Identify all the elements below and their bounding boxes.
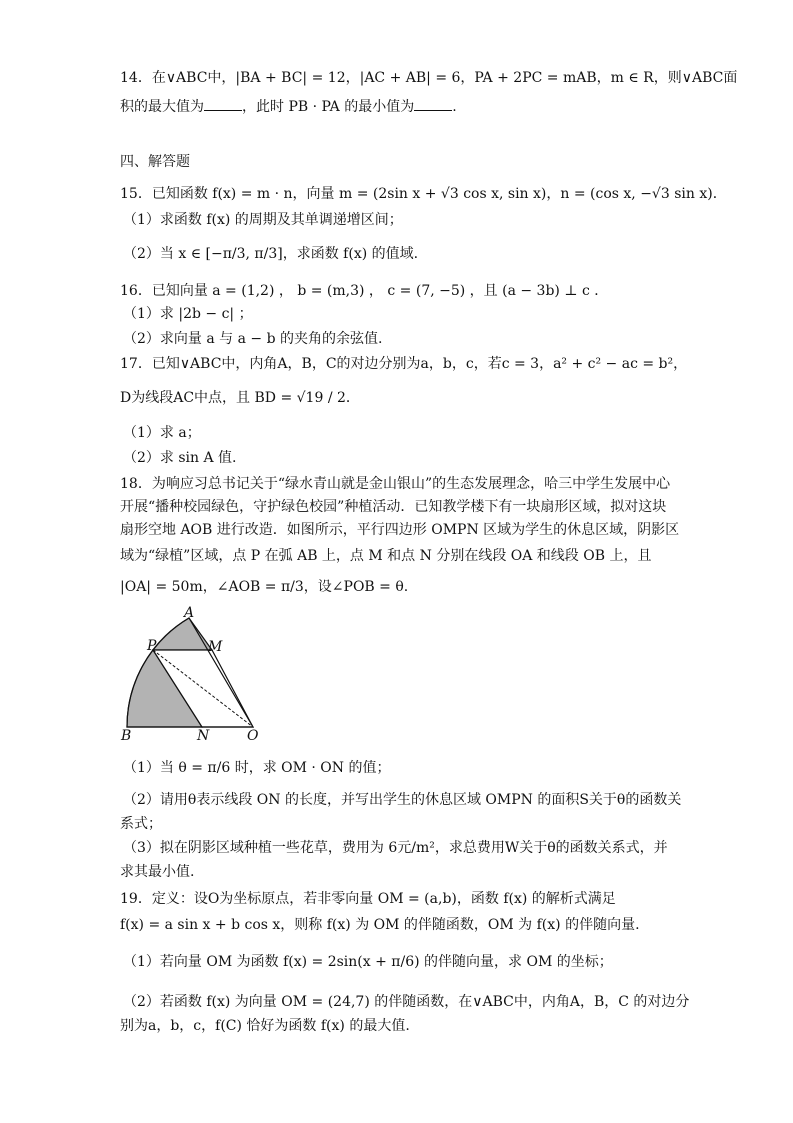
label-b: B <box>121 728 132 742</box>
q16-stem: 16．已知向量 a = (1,2) ， b = (m,3) ， c = (7, −5) ，且 (a − 3b) ⊥ c ． <box>120 283 609 299</box>
q15-part2: （2）当 x ∈ [−π/3, π/3]，求函数 f(x) 的值域. <box>123 246 419 262</box>
q14-line2-b: ，此时 PB · PA 的最小值为 <box>242 99 415 115</box>
q17-part1: （1）求 a； <box>123 425 201 441</box>
q14-line2-c: . <box>452 99 457 115</box>
label-o: O <box>247 728 259 742</box>
q18-part2-a: （2）请用θ表示线段 ON 的长度，并写出学生的休息区域 OMPN 的面积S关于θ的函数关 <box>123 792 682 808</box>
q18-part1: （1）当 θ = π/6 时，求 OM · ON 的值； <box>123 760 391 776</box>
q14-answer-blank-1[interactable] <box>204 96 242 111</box>
sector-figure <box>118 606 268 742</box>
label-a: A <box>184 606 195 621</box>
q18-line2: 开展“播种校园绿色，守护绿色校园”种植活动．已知教学楼下有一块扇形区域，拟对这块 <box>120 499 667 515</box>
q14-answer-blank-2[interactable] <box>414 96 452 111</box>
label-m: M <box>208 639 223 655</box>
q19-line1: 19．定义：设O为坐标原点，若非零向量 OM = (a,b)，函数 f(x) 的解析式满足 <box>120 891 616 907</box>
q18-line1: 18．为响应习总书记关于“绿水青山就是金山银山”的生态发展理念，哈三中学生发展中心 <box>120 476 671 492</box>
q18-line5: |OA| = 50m，∠AOB = π/3，设∠POB = θ. <box>120 579 409 595</box>
q18-part3-a: （3）拟在阴影区域种植一些花草，费用为 6元/m²，求总费用W关于θ的函数关系式，并 <box>123 840 668 856</box>
q19-part2-a: （2）若函数 f(x) 为向量 OM = (24,7) 的伴随函数，在∨ABC中，内角A，B，C 的对边分 <box>123 994 690 1010</box>
q14-line2 <box>120 96 457 117</box>
section-title: 四、解答题 <box>120 154 190 170</box>
q18-line3: 扇形空地 AOB 进行改造．如图所示，平行四边形 OMPN 区域为学生的休息区域，阴影区 <box>120 522 680 538</box>
q17-stem2: D为线段AC中点，且 BD = √19 / 2． <box>120 390 360 406</box>
label-n: N <box>197 728 210 742</box>
q19-line2: f(x) = a sin x + b cos x，则称 f(x) 为 OM 的伴随函数，OM 为 f(x) 的伴随向量. <box>120 917 640 933</box>
q14-line2-a: 积的最大值为 <box>120 99 204 115</box>
q19-part2-b: 别为a，b，c，f(C) 恰好为函数 f(x) 的最大值. <box>120 1018 410 1034</box>
q18-line4: 域为“绿植”区域，点 P 在弧 AB 上，点 M 和点 N 分别在线段 OA 和线段 OB 上，且 <box>120 548 652 564</box>
label-p: P <box>147 638 157 654</box>
q19-part1: （1）若向量 OM 为函数 f(x) = 2sin(x + π/6) 的伴随向量，求 OM 的坐标； <box>123 954 613 970</box>
q15-stem: 15．已知函数 f(x) = m · n，向量 m = (2sin x + √3 cos x, sin x)，n = (cos x, −√3 sin x)． <box>120 186 727 202</box>
q16-part2: （2）求向量 a 与 a − b 的夹角的余弦值. <box>123 331 383 347</box>
q17-stem: 17．已知∨ABC中，内角A，B，C的对边分别为a，b，c，若c = 3，a² + c² − ac = b²， <box>120 356 688 372</box>
q18-part3-b: 求其最小值. <box>120 864 195 880</box>
q14-line1: 14．在∨ABC中，|BA + BC| = 12，|AC + AB| = 6，PA + 2PC = mAB，m ∈ R，则∨ABC面 <box>120 70 738 86</box>
q18-part2-b: 系式； <box>120 816 162 832</box>
q15-part1: （1）求函数 f(x) 的周期及其单调递增区间； <box>123 212 403 228</box>
q16-part1: （1）求 |2b − c| ； <box>123 306 253 322</box>
q17-part2: （2）求 sin A 值. <box>123 450 237 466</box>
